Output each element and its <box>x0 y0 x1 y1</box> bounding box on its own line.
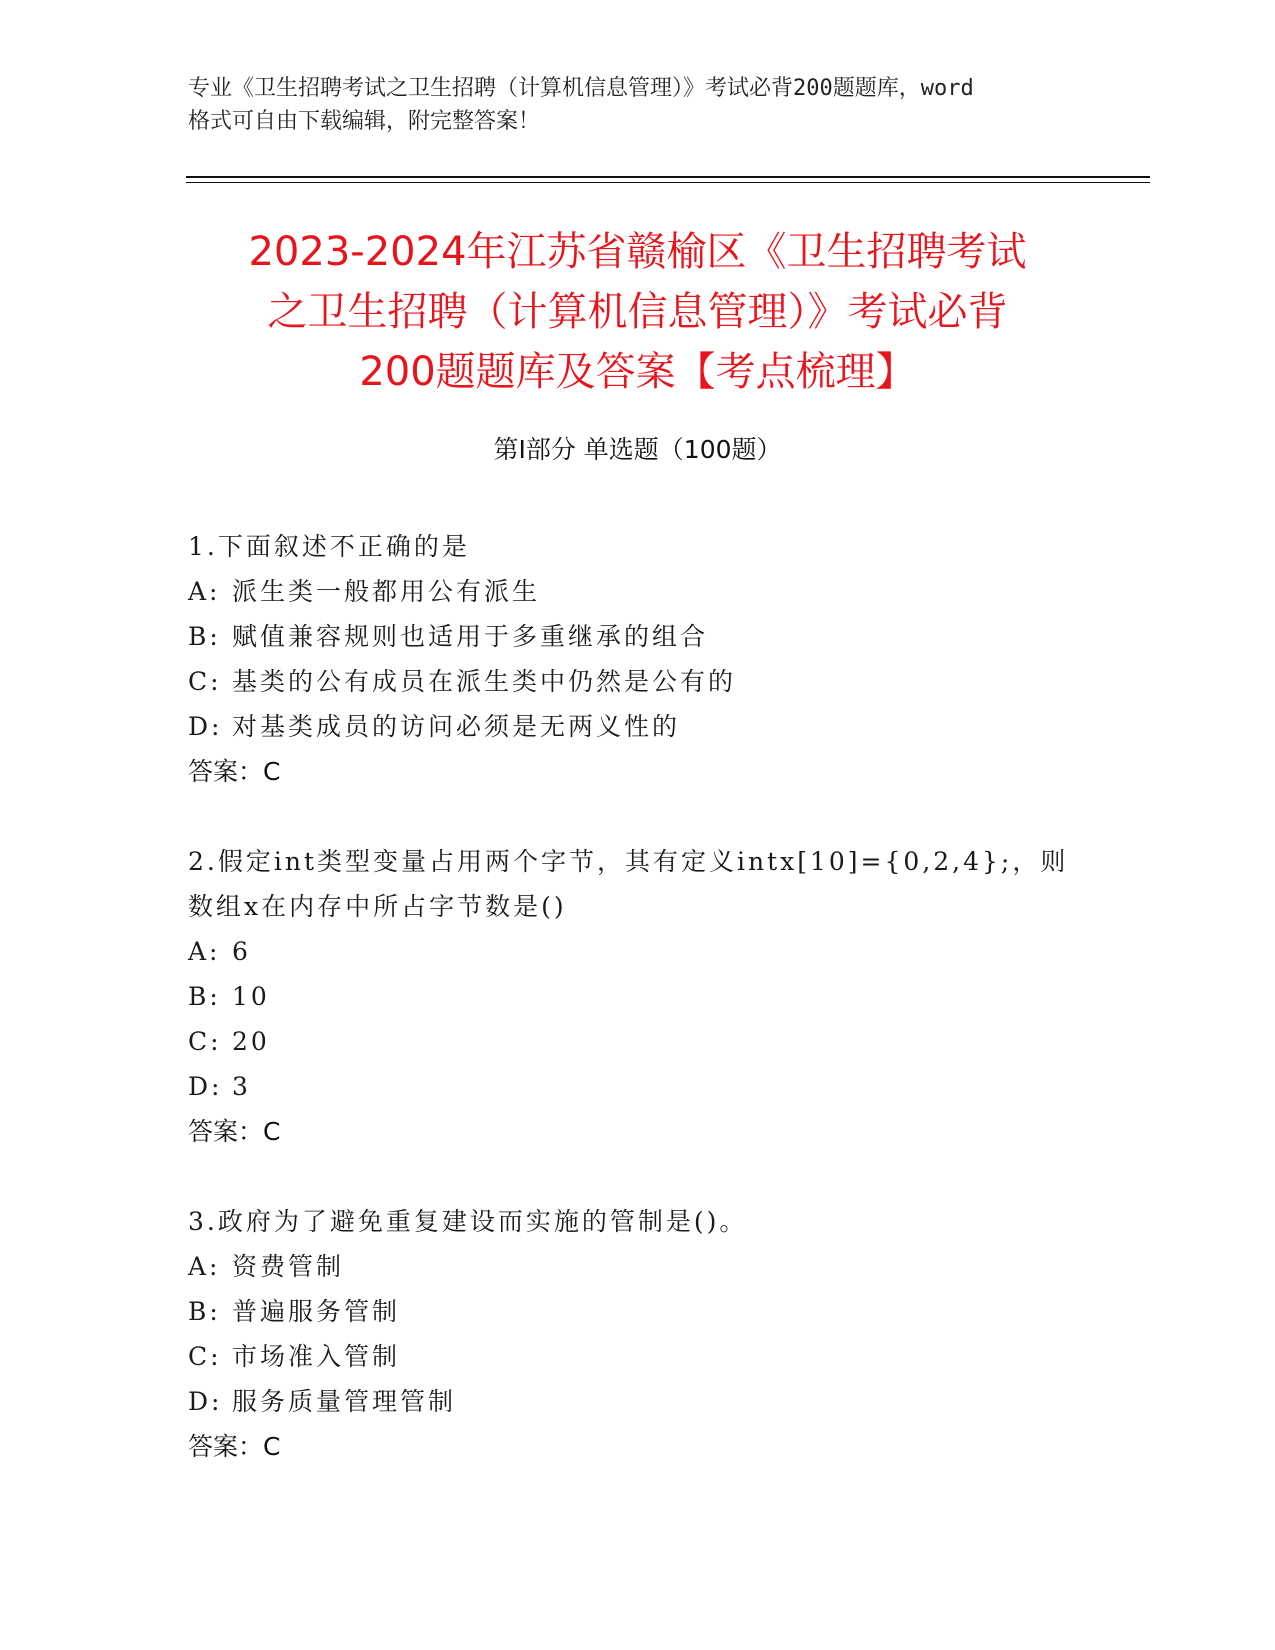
option-c <box>188 1019 1088 1064</box>
question-stem: 2.假定int类型变量占用两个字节，其有定义intx[10]={0,2,4};，则 <box>188 847 1069 876</box>
option-b <box>188 974 1088 1019</box>
header-note <box>188 72 1088 138</box>
option-text: 3 <box>232 1072 251 1101</box>
option-text: 赋值兼容规则也适用于多重继承的组合 <box>232 622 709 651</box>
header-note-line-2: 格式可自由下载编辑，附完整答案！ <box>188 109 541 134</box>
section-title: 第I部分 单选题（100题） <box>493 435 782 464</box>
question-stem: 1.下面叙述不正确的是 <box>188 532 470 561</box>
answer-line: 答案：C <box>188 757 281 786</box>
option-letter: B: <box>188 622 221 651</box>
question-1 <box>188 524 1088 794</box>
header-divider-thin <box>186 182 1150 183</box>
option-text: 派生类一般都用公有派生 <box>232 577 541 606</box>
header-note-line-1: 专业《卫生招聘考试之卫生招聘（计算机信息管理）》考试必背200题题库，word <box>188 76 974 101</box>
option-letter: D: <box>188 1072 223 1101</box>
option-letter: D: <box>188 712 223 741</box>
option-text: 市场准入管制 <box>232 1342 401 1371</box>
option-text: 资费管制 <box>232 1252 345 1281</box>
option-text: 6 <box>232 937 251 966</box>
option-a <box>188 929 1088 974</box>
option-letter: C: <box>188 1027 222 1056</box>
option-d <box>188 1064 1088 1109</box>
document-title-line-1: 2023-2024年江苏省赣榆区《卫生招聘考试 <box>248 229 1027 275</box>
question-stem: 3.政府为了避免重复建设而实施的管制是()。 <box>188 1207 748 1236</box>
option-letter: C: <box>188 667 222 696</box>
question-2 <box>188 839 1088 1154</box>
option-letter: A: <box>188 937 221 966</box>
header-divider-thick <box>186 176 1150 178</box>
option-text: 普遍服务管制 <box>232 1297 401 1326</box>
option-a <box>188 1244 1088 1289</box>
option-c <box>188 659 1088 704</box>
option-text: 基类的公有成员在派生类中仍然是公有的 <box>232 667 737 696</box>
option-letter: A: <box>188 1252 221 1281</box>
option-d <box>188 1379 1088 1424</box>
option-letter: D: <box>188 1387 223 1416</box>
option-b <box>188 1289 1088 1334</box>
document-title-line-3: 200题题库及答案【考点梳理】 <box>359 349 916 395</box>
option-letter: A: <box>188 577 221 606</box>
option-d <box>188 704 1088 749</box>
option-c <box>188 1334 1088 1379</box>
option-b <box>188 614 1088 659</box>
option-text: 10 <box>232 982 270 1011</box>
option-letter: B: <box>188 1297 221 1326</box>
option-text: 对基类成员的访问必须是无两义性的 <box>232 712 681 741</box>
document-title-line-2: 之卫生招聘（计算机信息管理）》考试必背 <box>267 289 1008 335</box>
option-text: 服务质量管理管制 <box>232 1387 457 1416</box>
answer-line: 答案：C <box>188 1117 281 1146</box>
option-letter: C: <box>188 1342 222 1371</box>
question-3 <box>188 1199 1088 1469</box>
document-title <box>180 222 1095 402</box>
option-letter: B: <box>188 982 221 1011</box>
question-stem-continued: 数组x在内存中所占字节数是() <box>188 892 567 921</box>
option-text: 20 <box>232 1027 270 1056</box>
question-list <box>188 524 1088 1514</box>
option-a <box>188 569 1088 614</box>
answer-line: 答案：C <box>188 1432 281 1461</box>
